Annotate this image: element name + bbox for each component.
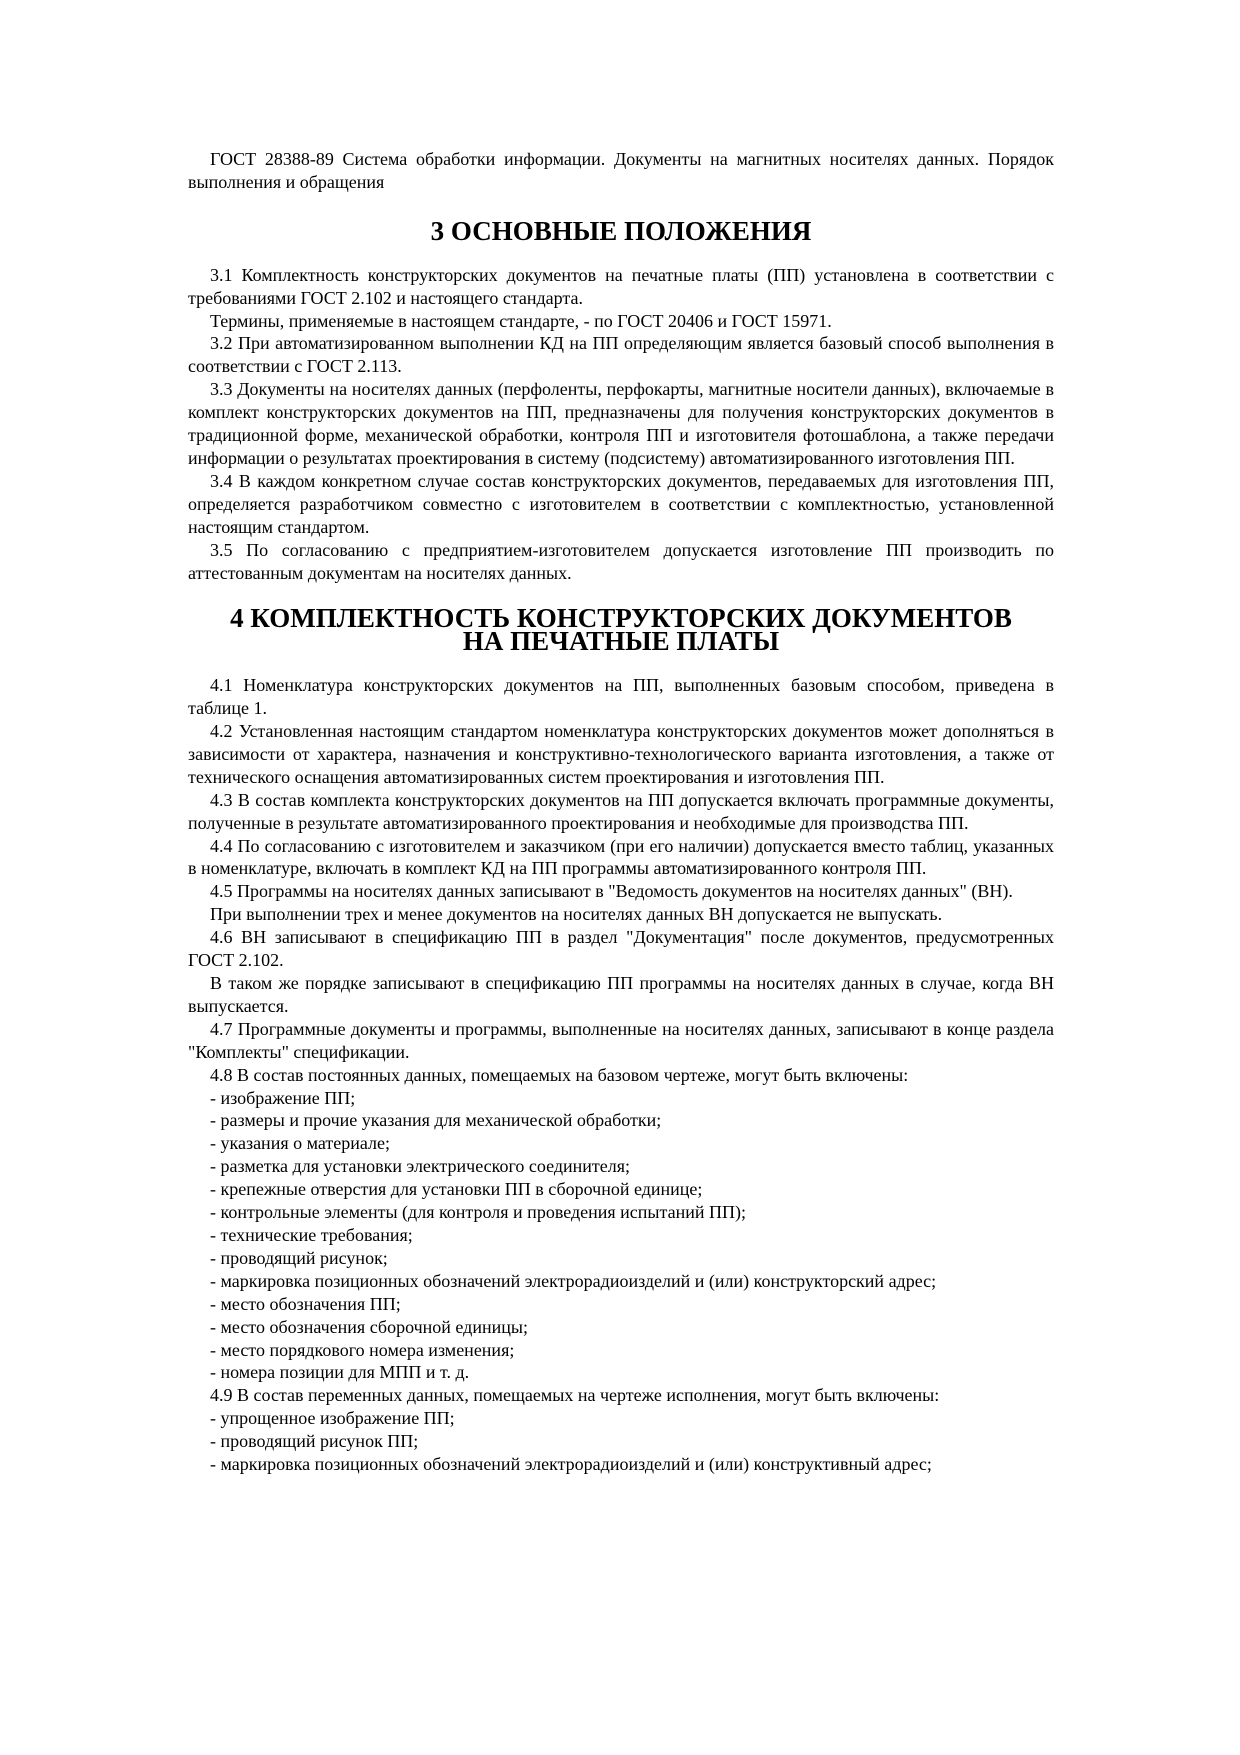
section-4-heading <box>188 603 1054 657</box>
paragraph-3-4: 3.4 В каждом конкретном случае состав конструкторских документов, передаваемых для изготовления ПП, определяется разработчиком совместно с изготовителем в соответствии с комплектностью, установленной настоящим стандартом. <box>188 470 1054 537</box>
paragraph-4-7: 4.7 Программные документы и программы, выполненные на носителях данных, записывают в конце раздела "Комплекты" спецификации. <box>188 1018 1054 1062</box>
paragraph-4-4: 4.4 По согласованию с изготовителем и заказчиком (при его наличии) допускается вместо таблиц, указанных в номенклатуре, включать в комплект КД на ПП программы автоматизированного контроля ПП. <box>188 835 1054 879</box>
paragraph-vn-note: При выполнении трех и менее документов на носителях данных ВН допускается не выпускать. <box>210 904 943 925</box>
list-item: - изображение ПП; <box>210 1087 356 1108</box>
list-item: - номера позиции для МПП и т. д. <box>210 1362 470 1383</box>
list-item: - место порядкового номера изменения; <box>210 1339 515 1360</box>
paragraph-terms: Термины, применяемые в настоящем стандарте, - по ГОСТ 20406 и ГОСТ 15971. <box>210 310 832 331</box>
paragraph-3-2: 3.2 При автоматизированном выполнении КД на ПП определяющим является базовый способ выполнения в соответствии с ГОСТ 2.113. <box>188 333 1054 377</box>
list-item: - проводящий рисунок; <box>210 1247 388 1268</box>
paragraph-4-1: 4.1 Номенклатура конструкторских документов на ПП, выполненных базовым способом, приведена в таблице 1. <box>188 675 1054 719</box>
list-item: - контрольные элементы (для контроля и проведения испытаний ПП); <box>210 1202 746 1223</box>
reference-paragraph: ГОСТ 28388-89 Система обработки информации. Документы на магнитных носителях данных. Порядок выполнения и обращения <box>188 149 1054 192</box>
paragraph-4-3: 4.3 В состав комплекта конструкторских документов на ПП допускается включать программные документы, полученные в результате автоматизированного проектирования и необходимые для производства ПП. <box>188 789 1054 833</box>
paragraph-4-2: 4.2 Установленная настоящим стандартом номенклатура конструкторских документов может дополняться в зависимости от характера, назначения и конструктивно-технологического варианта изготовления, а также от технического оснащения автоматизированных систем проектирования и изготовления ПП. <box>188 721 1054 787</box>
paragraph-vn-order: В таком же порядке записывают в спецификацию ПП программы на носителях данных в случае, когда ВН выпускается. <box>188 973 1054 1016</box>
list-item: - крепежные отверстия для установки ПП в сборочной единице; <box>210 1179 703 1200</box>
paragraph-3-3: 3.3 Документы на носителях данных (перфоленты, перфокарты, магнитные носители данных), включаемые в комплект конструкторских документов на ПП, предназначены для получения конструкторских документов в традиционной форме, механической обработки, контроля ПП и изготовителя фотошаблона, а также передачи информации о результатах проектирования в систему (подсистему) автоматизированного изготовления ПП. <box>188 379 1054 468</box>
list-item: - технические требования; <box>210 1224 413 1245</box>
section-4-heading-line-2: НА ПЕЧАТНЫЕ ПЛАТЫ <box>462 626 780 657</box>
paragraph-4-8: 4.8 В состав постоянных данных, помещаемых на базовом чертеже, могут быть включены: <box>210 1064 909 1085</box>
paragraph-4-5: 4.5 Программы на носителях данных записывают в "Ведомость документов на носителях данных" (ВН). <box>210 881 1013 902</box>
list-item: - размеры и прочие указания для механической обработки; <box>210 1110 662 1131</box>
constant-data-list <box>188 1087 1054 1385</box>
paragraph-4-6: 4.6 ВН записывают в спецификацию ПП в раздел "Документация" после документов, предусмотренных ГОСТ 2.102. <box>188 927 1054 971</box>
paragraph-3-5: 3.5 По согласованию с предприятием-изготовителем допускается изготовление ПП производить по аттестованным документам на носителях данных. <box>188 539 1054 583</box>
list-item: - место обозначения сборочной единицы; <box>210 1316 528 1337</box>
paragraph-3-1: 3.1 Комплектность конструкторских документов на печатные платы (ПП) установлена в соответствии с требованиями ГОСТ 2.102 и настоящего стандарта. <box>188 264 1054 308</box>
list-item: - упрощенное изображение ПП; <box>210 1408 455 1429</box>
document-page <box>188 148 1054 1476</box>
list-item: - место обозначения ПП; <box>210 1293 401 1314</box>
list-item: - разметка для установки электрического соединителя; <box>210 1156 631 1177</box>
list-item: - проводящий рисунок ПП; <box>210 1431 419 1452</box>
section-3-heading: 3 ОСНОВНЫЕ ПОЛОЖЕНИЯ <box>430 215 812 246</box>
variable-data-list <box>188 1407 1054 1476</box>
section-4-heading-line-1: 4 КОМПЛЕКТНОСТЬ КОНСТРУКТОРСКИХ ДОКУМЕНТОВ <box>230 603 1012 634</box>
list-item: - маркировка позиционных обозначений электрорадиоизделий и (или) конструкторский адрес; <box>210 1270 937 1291</box>
list-item: - маркировка позиционных обозначений электрорадиоизделий и (или) конструктивный адрес; <box>210 1454 932 1475</box>
paragraph-4-9: 4.9 В состав переменных данных, помещаемых на чертеже исполнения, могут быть включены: <box>210 1385 940 1406</box>
list-item: - указания о материале; <box>210 1133 390 1154</box>
